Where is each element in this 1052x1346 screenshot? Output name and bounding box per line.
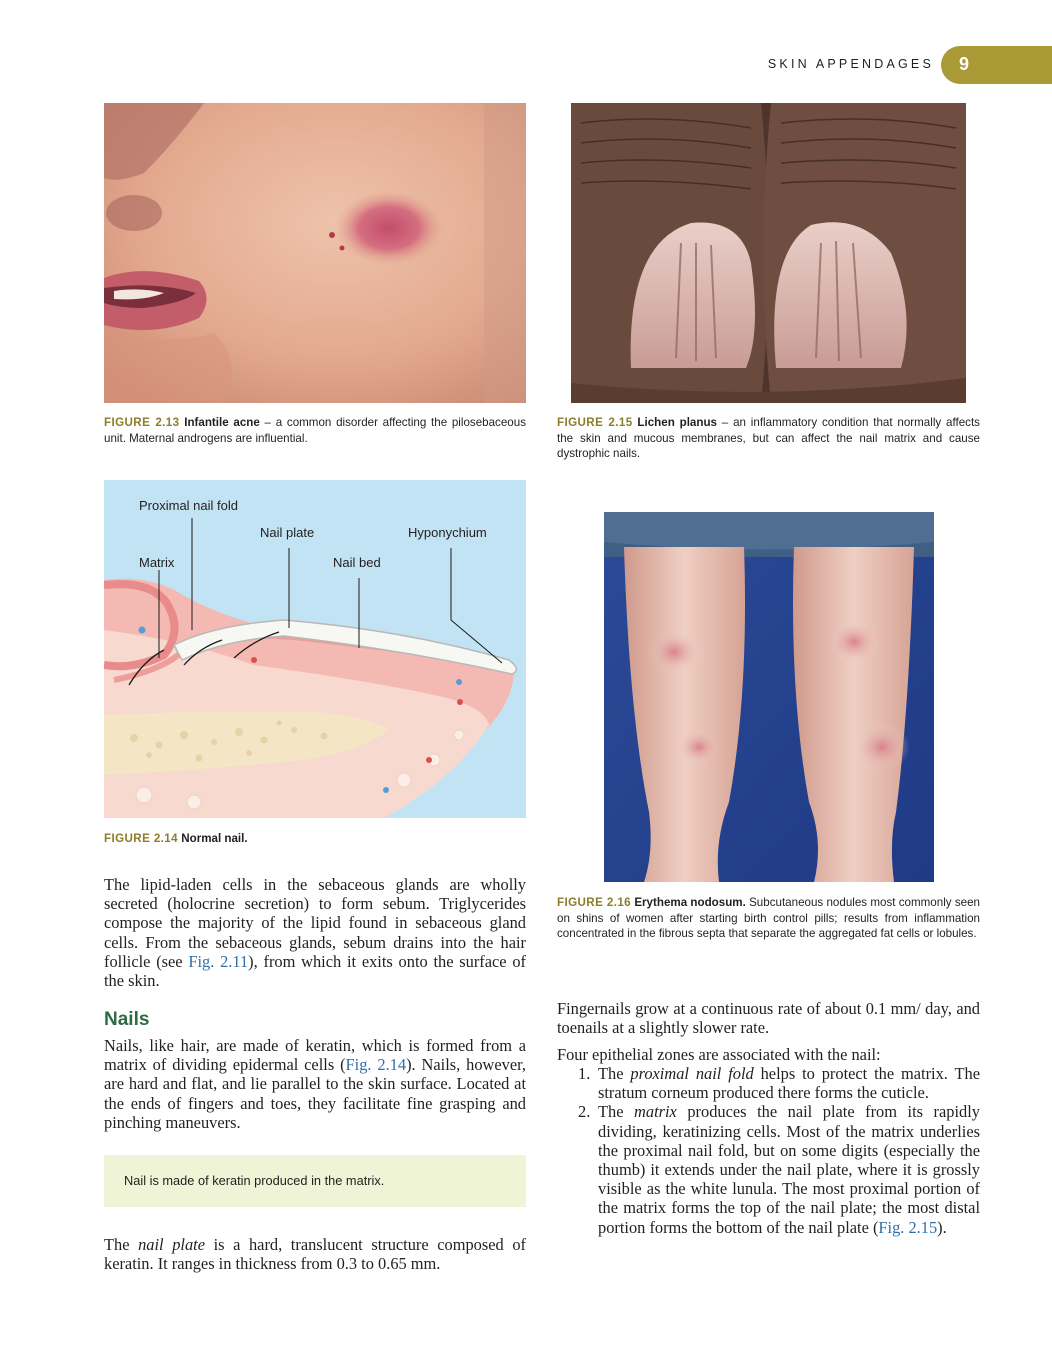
text: The <box>598 1064 631 1083</box>
label-nail-plate: Nail plate <box>260 525 315 540</box>
text: produces the nail plate from its rapidly dividing, keratinizing cells. Most of the matrix underlies the proximal nail fold, but on some digits (especially the thumb) it extends under the nail plate, where it is grossly visible as the white lunula. The most proximal portion of the matrix forms the top of the nail plate; the most distal portion forms the bottom of the nail plate ( <box>598 1102 980 1237</box>
page-number: 9 <box>959 54 970 74</box>
fig-2-14-link[interactable]: Fig. 2.14 <box>345 1055 407 1075</box>
fig-2-11-link[interactable]: Fig. 2.11 <box>188 951 249 971</box>
nail-plate-paragraph <box>104 1235 526 1273</box>
text: ). Nails, however, are hard and flat, and lie parallel to the skin surface. Located at the ends of fingers and toes, they facilitate fine grasping and pinching maneuvers. <box>104 1055 526 1132</box>
text: ). <box>937 1217 947 1237</box>
label-proximal-nail-fold: Proximal nail fold <box>139 498 238 513</box>
caption-label: FIGURE 2.14 <box>104 832 178 845</box>
text: The <box>104 1235 139 1254</box>
list-item <box>578 1064 980 1102</box>
sebum-paragraph <box>104 875 526 990</box>
list-item <box>578 1102 980 1236</box>
erythema-nodosum-photo <box>604 512 934 882</box>
list-number: 1. <box>578 1064 591 1083</box>
normal-nail-diagram <box>104 480 526 818</box>
growth-paragraph: Fingernails grow at a continuous rate of about 0.1 mm/ day, and toenails at a slightly slower rate. <box>557 999 980 1038</box>
term-nail-plate: nail plate <box>138 1235 205 1254</box>
epithelial-zones-list <box>578 1064 980 1237</box>
text: ), from which it exits onto the surface of the skin. <box>104 951 526 991</box>
label-matrix: Matrix <box>139 555 175 570</box>
text: helps to protect the matrix. The stratum corneum produced there forms the cuticle. <box>598 1064 980 1103</box>
running-head: SKIN APPENDAGES <box>767 57 934 71</box>
caption-title: Normal nail. <box>181 832 248 845</box>
caption-title: Erythema nodosum. <box>634 896 746 909</box>
key-point-box <box>104 1155 526 1207</box>
figure-2-14-caption <box>104 831 526 847</box>
list-number: 2. <box>578 1102 591 1122</box>
caption-text: Subcutaneous nodules most commonly seen on shins of women after starting birth control pills; results from inflammation concentrated in the fibrous septa that separate the aggregated fat cells or lobules. <box>557 896 980 941</box>
nails-heading: Nails <box>104 1009 150 1030</box>
label-hyponychium: Hyponychium <box>408 525 487 540</box>
label-nail-bed: Nail bed <box>333 555 381 570</box>
figure-2-13-caption <box>104 415 526 446</box>
key-point-text: Nail is made of keratin produced in the matrix. <box>124 1173 385 1188</box>
caption-label: FIGURE 2.16 <box>557 896 632 909</box>
text: The <box>598 1102 635 1122</box>
caption-title: Infantile acne <box>184 416 260 429</box>
zones-intro: Four epithelial zones are associated with the nail: <box>557 1045 881 1064</box>
page-number-tab <box>941 46 1052 84</box>
caption-label: FIGURE 2.13 <box>104 416 180 429</box>
nails-paragraph <box>104 1036 526 1132</box>
text: is a hard, translucent structure composed of keratin. It ranges in thickness from 0.3 to 0.65 mm. <box>104 1235 526 1274</box>
caption-label: FIGURE 2.15 <box>557 416 633 429</box>
caption-text: – an inflammatory condition that normally affects the skin and mucous membranes, but can affect the nail matrix and cause dystrophic nails. <box>557 416 980 461</box>
fig-2-15-link[interactable]: Fig. 2.15 <box>878 1217 938 1237</box>
figure-2-15-caption <box>557 415 980 462</box>
figure-2-16-caption <box>557 895 980 942</box>
term: proximal nail fold <box>630 1064 754 1083</box>
infantile-acne-photo <box>104 103 526 403</box>
term: matrix <box>634 1102 677 1122</box>
text: The lipid-laden cells in the sebaceous glands are wholly secreted (holocrine secretion) to form sebum. Triglycerides compose the majority of the lipid found in sebaceous gland cells. From the sebaceous glands, sebum drains into the hair follicle (see <box>104 875 526 971</box>
caption-text: – a common disorder affecting the pilosebaceous unit. Maternal androgens are influential. <box>104 416 526 445</box>
lichen-planus-photo <box>571 103 966 403</box>
caption-title: Lichen planus <box>637 416 717 429</box>
text: Nails, like hair, are made of keratin, which is formed from a matrix of dividing epidermal cells ( <box>104 1036 526 1075</box>
